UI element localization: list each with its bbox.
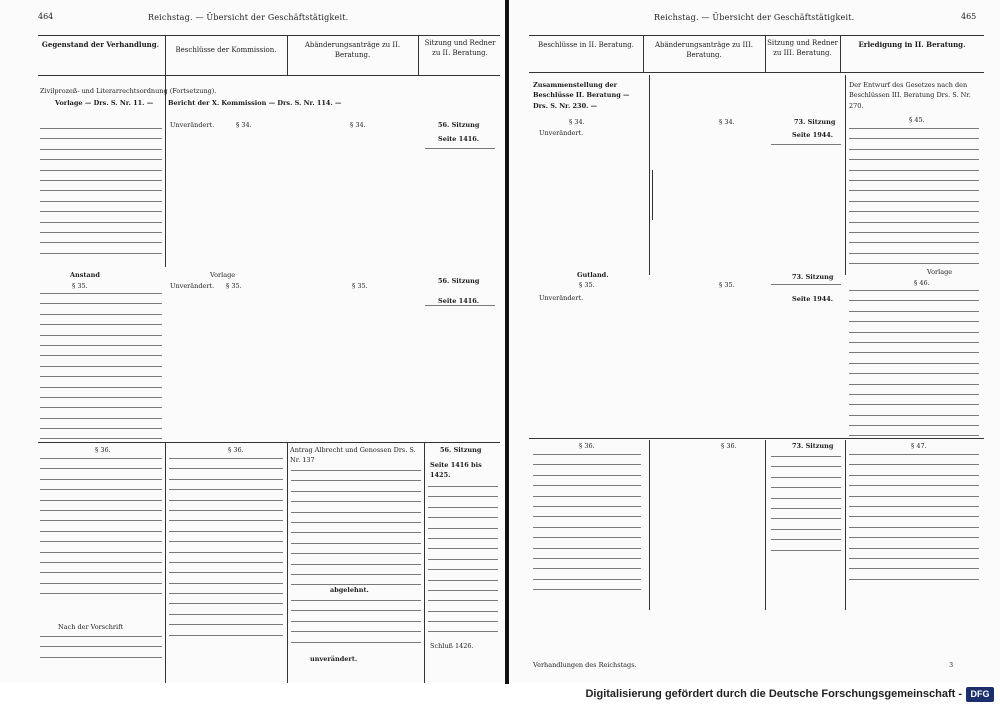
r2-sitzung: 73. Sitzung xyxy=(792,273,834,281)
r2-para: § 35. xyxy=(579,281,595,289)
b3-unveraendert: unverändert. xyxy=(310,655,358,663)
left-running-header: Reichstag. — Übersicht der Geschäftstätigkeit. xyxy=(148,13,349,22)
block-separator xyxy=(38,442,500,443)
b1-vorlage-text xyxy=(40,128,162,264)
b3-sitzung: 56. Sitzung xyxy=(440,446,482,454)
b4-vorlage-text xyxy=(40,636,162,668)
r1-sitzung: 73. Sitzung xyxy=(794,118,836,126)
b4-note: Nach der Vorschrift xyxy=(58,623,124,631)
b3-redner xyxy=(428,486,498,636)
r3-sitzung: 73. Sitzung xyxy=(792,442,834,450)
r3-beschluss-text xyxy=(533,454,641,592)
r2-beschluss: Unverändert. xyxy=(539,294,584,302)
right-page-number: 465 xyxy=(961,12,977,21)
digitization-note: Digitalisierung gefördert durch die Deutsche Forschungsgemeinschaft - xyxy=(585,688,962,700)
column-divider xyxy=(649,75,650,275)
header-rule-top xyxy=(38,35,500,36)
column-divider xyxy=(765,440,766,610)
r2-redner xyxy=(771,284,841,294)
b3-antrag-head: Antrag Albrecht und Genossen Drs. S. Nr. 137 xyxy=(290,446,416,465)
column-divider xyxy=(165,443,166,683)
dfg-logo: DFG xyxy=(966,687,994,702)
r2-erl-label: Vorlage xyxy=(927,268,953,276)
r3-erl-para: § 47. xyxy=(911,442,927,450)
col-header-sitzung: Sitzung und Redner zu II. Beratung. xyxy=(424,39,496,57)
b3-kommission-para: § 36. xyxy=(228,446,244,454)
b2-kommission: Unverändert. xyxy=(170,282,215,290)
column-divider xyxy=(649,440,650,610)
b3-seite: Seite 1416 bis 1425. xyxy=(430,461,482,480)
b1-kommission: Unverändert. xyxy=(170,121,215,129)
column-divider xyxy=(643,35,644,72)
r1-para: § 34. xyxy=(569,118,585,126)
b2-sitzung: 56. Sitzung xyxy=(438,277,480,285)
col-header-sitzung-3: Sitzung und Redner zu III. Beratung. xyxy=(767,39,838,57)
right-page xyxy=(509,0,1000,682)
r3-redner xyxy=(771,456,841,552)
b3-antrag-text xyxy=(291,470,421,584)
zusammen-head: Zusammenstellung der Beschlüsse II. Beratung — Drs. S. Nr. 230. — xyxy=(533,81,630,110)
r1-erledigung-text xyxy=(849,128,979,264)
col-header-antraege: Abänderungsanträge zu II. Beratung. xyxy=(304,41,401,59)
r2-antrag: § 35. xyxy=(719,281,735,289)
r2-label: Gutland. xyxy=(577,271,609,279)
r1-redner xyxy=(771,144,841,154)
header-rule-bottom xyxy=(38,75,500,76)
left-page xyxy=(0,0,505,682)
b3-para: § 36. xyxy=(95,446,111,454)
column-divider xyxy=(418,35,419,75)
margin-mark xyxy=(652,170,653,220)
r2-erledigung-text xyxy=(849,290,979,438)
b3-schluss: Schluß 1426. xyxy=(430,642,474,650)
r3-erledigung-text xyxy=(849,454,979,582)
r1-erl-head: Der Entwurf des Gesetzes nach den Beschlüssen III. Beratung Drs. S. Nr. 270. xyxy=(849,81,971,110)
col-header-erledigung: Erledigung in II. Beratung. xyxy=(858,40,966,49)
col-header-beschluesse: Beschlüsse in II. Beratung. xyxy=(538,41,634,49)
header-rule-top xyxy=(529,35,984,36)
b2-redner xyxy=(425,305,495,315)
col-header-kommission: Beschlüsse der Kommission. xyxy=(175,46,277,54)
b2-vorlage-label: Vorlage xyxy=(210,271,236,279)
b1-redner xyxy=(425,148,495,158)
r2-seite: Seite 1944. xyxy=(792,295,834,303)
b2-label: Anstand xyxy=(70,271,100,279)
b2-antrag: § 35. xyxy=(352,282,368,290)
section-title: Zivilprozeß- und Literarrechtsordnung (Fortsetzung). xyxy=(40,87,217,95)
b3-antrag-text-2 xyxy=(291,600,421,652)
column-divider xyxy=(845,440,846,610)
column-divider xyxy=(845,75,846,275)
footer-mark: 3 xyxy=(949,661,954,669)
r3-para: § 36. xyxy=(579,442,595,450)
sub-vorlage: Vorlage — Drs. S. Nr. 11. — xyxy=(55,99,154,107)
r3-antrag: § 36. xyxy=(721,442,737,450)
b2-kommission-para: § 35. xyxy=(226,282,242,290)
b3-entwurf: abgelehnt. xyxy=(330,586,369,594)
sub-bericht: Bericht der X. Kommission — Drs. S. Nr. 114. — xyxy=(168,99,342,107)
col-header-antraege-3: Abänderungsanträge zu III. Beratung. xyxy=(654,41,754,59)
b2-vorlage-text xyxy=(40,293,162,443)
left-page-number: 464 xyxy=(38,12,54,21)
right-running-header: Reichstag. — Übersicht der Geschäftstätigkeit. xyxy=(654,13,855,22)
r1-antrag: § 34. xyxy=(719,118,735,126)
b1-para: § 34. xyxy=(236,121,252,129)
b1-antrag: § 34. xyxy=(350,121,366,129)
r1-erl-para: § 45. xyxy=(909,116,925,124)
b2-seite: Seite 1416. xyxy=(438,297,480,305)
digitization-footer xyxy=(0,684,1000,705)
b2-para: § 35. xyxy=(72,282,88,290)
r1-seite: Seite 1944. xyxy=(792,131,834,139)
column-divider xyxy=(840,35,841,72)
column-divider xyxy=(765,35,766,72)
r2-erl-para: § 46. xyxy=(914,279,930,287)
block-separator xyxy=(529,438,984,439)
col-header-gegenstand: Gegenstand der Verhandlung. xyxy=(41,40,160,49)
column-divider xyxy=(287,443,288,683)
b1-sitzung: 56. Sitzung xyxy=(438,121,480,129)
column-divider xyxy=(424,443,425,683)
r1-beschluss: Unverändert. xyxy=(539,129,584,137)
header-rule-bottom xyxy=(529,72,984,73)
column-divider xyxy=(287,35,288,75)
b3-kommission-text xyxy=(169,458,283,636)
b3-vorlage-text xyxy=(40,458,162,592)
footer-note: Verhandlungen des Reichstags. xyxy=(533,661,637,669)
b1-seite: Seite 1416. xyxy=(438,135,480,143)
column-divider xyxy=(165,35,166,267)
